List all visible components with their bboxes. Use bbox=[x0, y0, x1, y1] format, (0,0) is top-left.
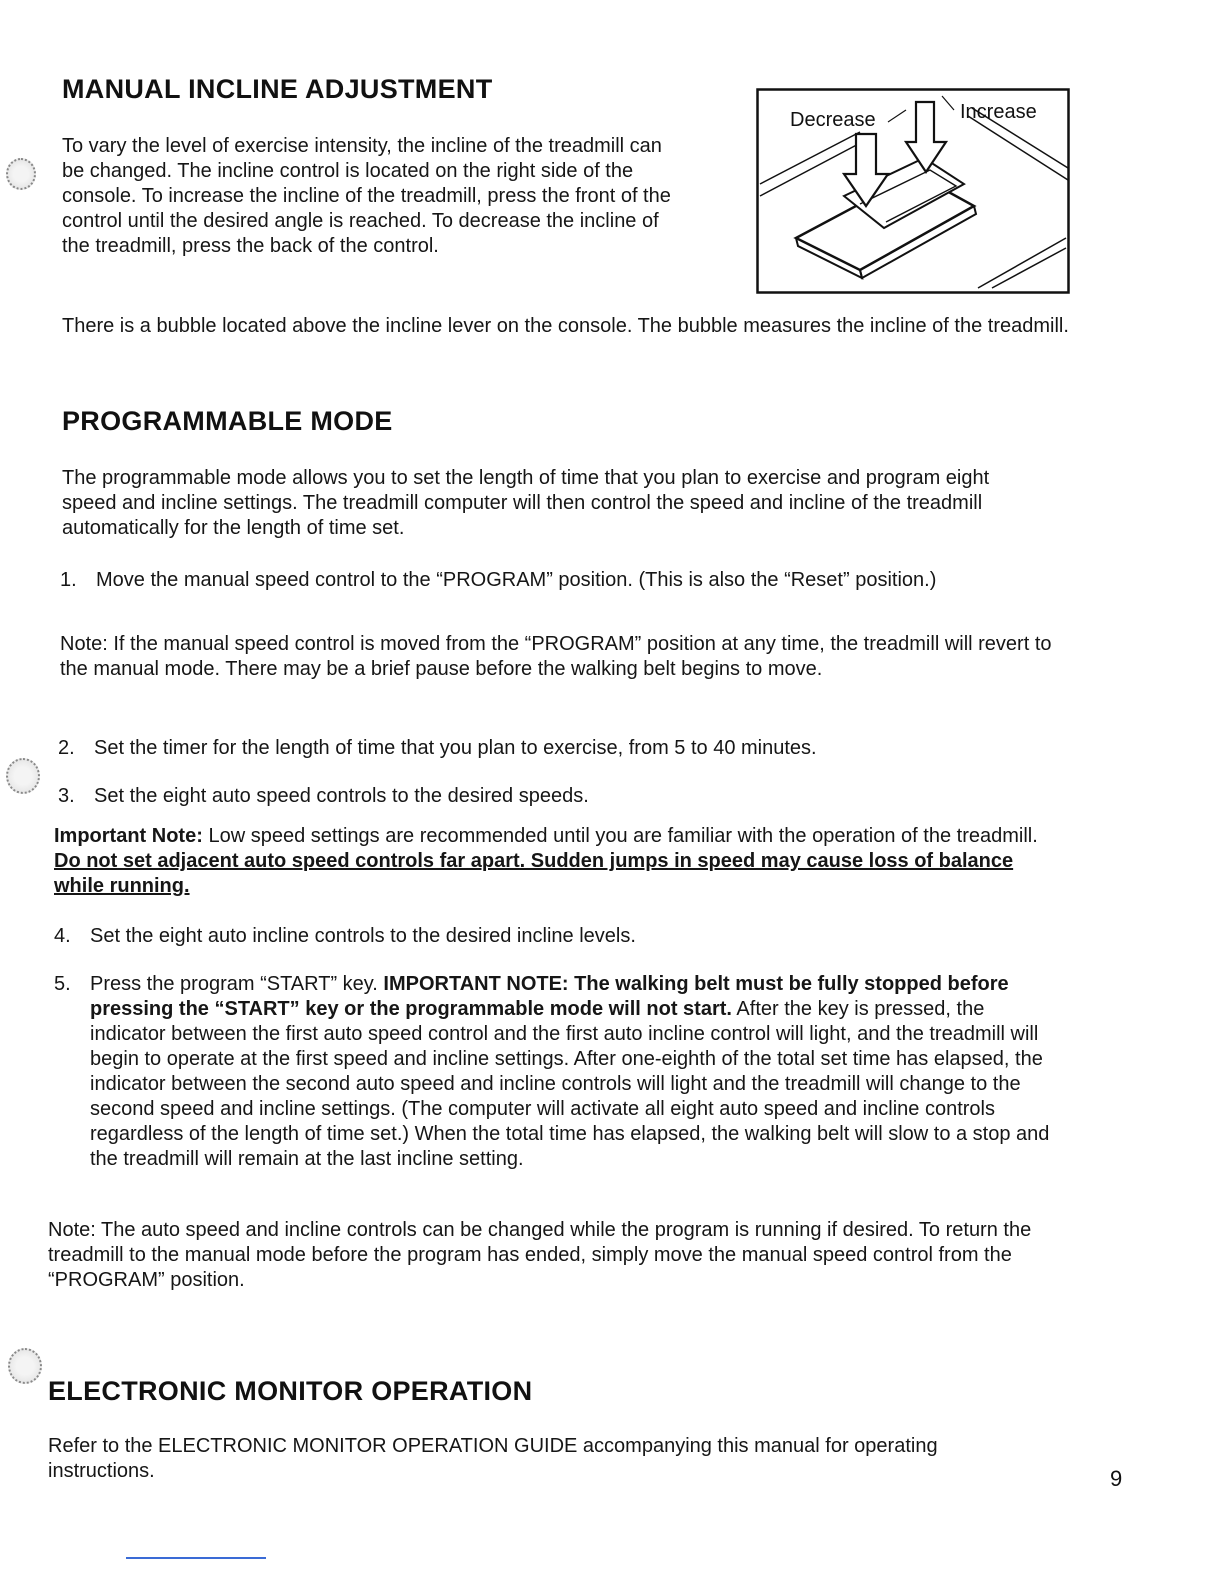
manual-incline-para1: To vary the level of exercise intensity, the incline of the treadmill can be changed. The incline control is located on the right side of the console. To increase the incline of the treadmill, press the front of the control until the desired angle is reached. To decrease the incline of the treadmill, press the back of the control. bbox=[62, 135, 671, 257]
important-note bbox=[54, 824, 1064, 899]
important-note-text: Low speed settings are recommended until you are familiar with the operation of the treadmill. bbox=[202, 825, 1038, 847]
binder-hole-middle bbox=[6, 758, 40, 794]
binder-hole-bottom bbox=[8, 1348, 42, 1384]
important-note-label: Important Note: bbox=[54, 825, 203, 847]
step-number: 1. bbox=[60, 569, 77, 591]
step-5 bbox=[54, 972, 1064, 1172]
electronic-monitor-text: Refer to the ELECTRONIC MONITOR OPERATION GUIDE accompanying this manual for operating instructions. bbox=[48, 1435, 938, 1482]
step-2 bbox=[58, 736, 1058, 761]
label-decrease: Decrease bbox=[790, 109, 876, 131]
step-number: 3. bbox=[58, 785, 75, 807]
programmable-mode-heading: PROGRAMMABLE MODE bbox=[62, 406, 393, 436]
label-increase: Increase bbox=[960, 101, 1037, 123]
step-3 bbox=[58, 784, 1058, 809]
important-note-warning: Do not set adjacent auto speed controls far apart. Sudden jumps in speed may cause loss of balance while running. bbox=[54, 850, 1014, 897]
binder-hole-top bbox=[6, 158, 36, 190]
step-5-important: IMPORTANT NOTE: The walking belt must be fully stopped before pressing the “START” key or the programmable mode will not start. bbox=[90, 973, 1009, 1020]
incline-control-diagram bbox=[756, 88, 1070, 294]
page-number: 9 bbox=[1110, 1466, 1123, 1491]
step-4 bbox=[54, 924, 1054, 949]
step-5-intro: Press the program “START” key. bbox=[90, 973, 384, 995]
note-auto-controls: Note: The auto speed and incline controls can be changed while the program is running if desired. To return the treadmill to the manual mode before the program has ended, simply move the manual speed control from the “PROGRAM” position. bbox=[48, 1219, 1032, 1291]
manual-incline-heading: MANUAL INCLINE ADJUSTMENT bbox=[62, 74, 493, 104]
scan-edge-mark bbox=[126, 1557, 266, 1559]
programmable-intro: The programmable mode allows you to set the length of time that you plan to exercise and program eight speed and incline settings. The treadmill computer will then control the speed and incline of the treadmill automatically for the length of time set. bbox=[62, 467, 990, 539]
step-number: 5. bbox=[54, 973, 71, 995]
step-text: Set the eight auto incline controls to the desired incline levels. bbox=[90, 925, 636, 947]
step-text bbox=[90, 972, 1056, 1172]
step-text: Set the timer for the length of time that you plan to exercise, from 5 to 40 minutes. bbox=[94, 737, 817, 759]
step-5-details: After the key is pressed, the indicator between the first auto speed control and the first auto incline control will light, and the treadmill will begin to operate at the first speed and incline settings. After one-eighth of the total set time has elapsed, the indicator between the second auto speed and incline controls will light and the treadmill will change to the second speed and incline settings. (The computer will activate all eight auto speed and incline controls regardless of the length of time set.) When the total time has elapsed, the walking belt will slow to a stop and the treadmill will remain at the last incline setting. bbox=[90, 998, 1050, 1170]
manual-incline-para2: There is a bubble located above the incline lever on the console. The bubble measures the incline of the treadmill. bbox=[62, 315, 1069, 337]
incline-control-figure bbox=[756, 88, 1070, 294]
note-manual-mode: Note: If the manual speed control is moved from the “PROGRAM” position at any time, the treadmill will revert to the manual mode. There may be a brief pause before the walking belt begins to move. bbox=[60, 633, 1052, 680]
step-text: Set the eight auto speed controls to the desired speeds. bbox=[94, 785, 589, 807]
step-1 bbox=[60, 568, 1060, 593]
step-text: Move the manual speed control to the “PROGRAM” position. (This is also the “Reset” position.) bbox=[96, 569, 937, 591]
step-number: 4. bbox=[54, 925, 71, 947]
electronic-monitor-heading: ELECTRONIC MONITOR OPERATION bbox=[48, 1376, 533, 1406]
step-number: 2. bbox=[58, 737, 75, 759]
